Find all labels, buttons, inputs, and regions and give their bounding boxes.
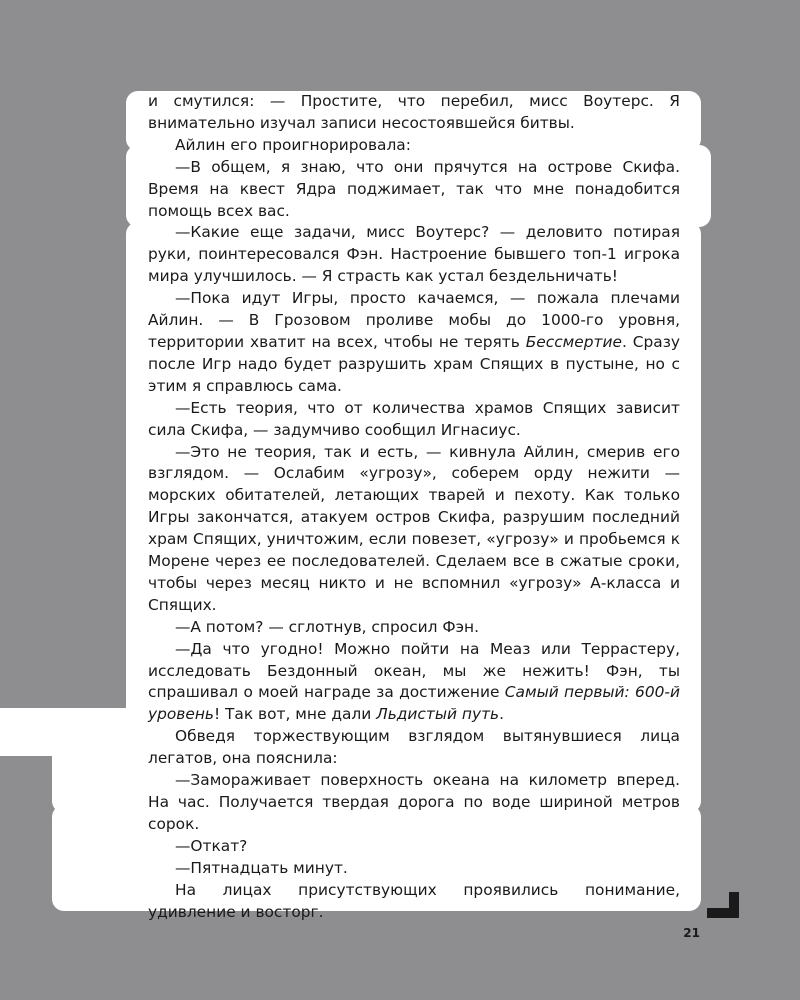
paragraph: —Какие еще задачи, мисс Воутерс? — деловито потирая руки, поинтересовался Фэн. Настроение бывшего топ-1 игрока мира улучшилось. — Я страсть как устал бездельничать! [148,223,680,286]
paragraph: и смутился: — Простите, что перебил, мисс Воутерс. Я внимательно изучал записи несостоявшейся битвы. [148,92,680,132]
paragraph: —А потом? — сглотнув, спросил Фэн. [175,617,479,636]
text-run: —Пока идут Игры, просто качаемся, — пожала плечами Айлин. — В Грозовом проливе мобы до 1000-го уровня, территории хватит на всех, чтобы не терять [148,289,680,351]
paragraph: —В общем, я знаю, что они прячутся на острове Скифа. Время на квест Ядра поджимает, так что мне понадобится помощь всех вас. [148,157,680,220]
italic-term: Льдистый путь [376,705,500,724]
paragraph: Обведя торжествующим взглядом вытянувшиеся лица легатов, она пояснила: [148,727,680,768]
text-run: ! Так вот, мне дали [213,705,372,724]
paragraph: —Пятнадцать минут. [175,858,348,877]
text-run: —Да что угодно! Можно пойти на Меаз или Террастеру, исследовать Бездонный океан, мы же нежить! Фэн, ты спрашивал о моей награде за достижение [148,639,680,702]
paragraph: —Откат? [175,836,248,855]
body-text [148,91,680,923]
text-run: . [499,705,505,724]
paragraph: Айлин его проигнорировала: [175,135,411,154]
paragraph: —Это не теория, так и есть, — кивнула Айлин, смерив его взглядом. — Ослабим «угрозу», соберем орду нежити — морских обитателей, летающих тварей и пехоту. Как только Игры закончатся, атакуем остров Скифа, разрушим последний храм Спящих, уничтожим, если повезет, «угрозу» и пробьемся к Морене через ее последователей. Сделаем все в сжатые сроки, чтобы через месяц никто и не вспомнил «угрозу» А-класса и Спящих. [148,442,680,614]
text-run: . Сразу после Игр надо будет разрушить храм Спящих в пустыне, но с этим я справлюсь сама. [148,332,680,395]
paragraph: —Замораживает поверхность океана на километр вперед. На час. Получается твердая дорога по воде шириной метров сорок. [148,771,680,833]
tetris-corner-icon [705,892,741,920]
page-number: 21 [683,926,700,940]
italic-term: Самый первый: 600-й уровень [148,683,680,724]
paragraph [148,288,680,398]
paragraph [148,639,680,727]
italic-term: Бессмертие [525,332,622,351]
paragraph: На лицах присутствующих проявились понимание, удивление и восторг. [148,880,680,921]
paragraph: —Есть теория, что от количества храмов Спящих зависит сила Скифа, — задумчиво сообщил Игнасиус. [148,398,680,439]
